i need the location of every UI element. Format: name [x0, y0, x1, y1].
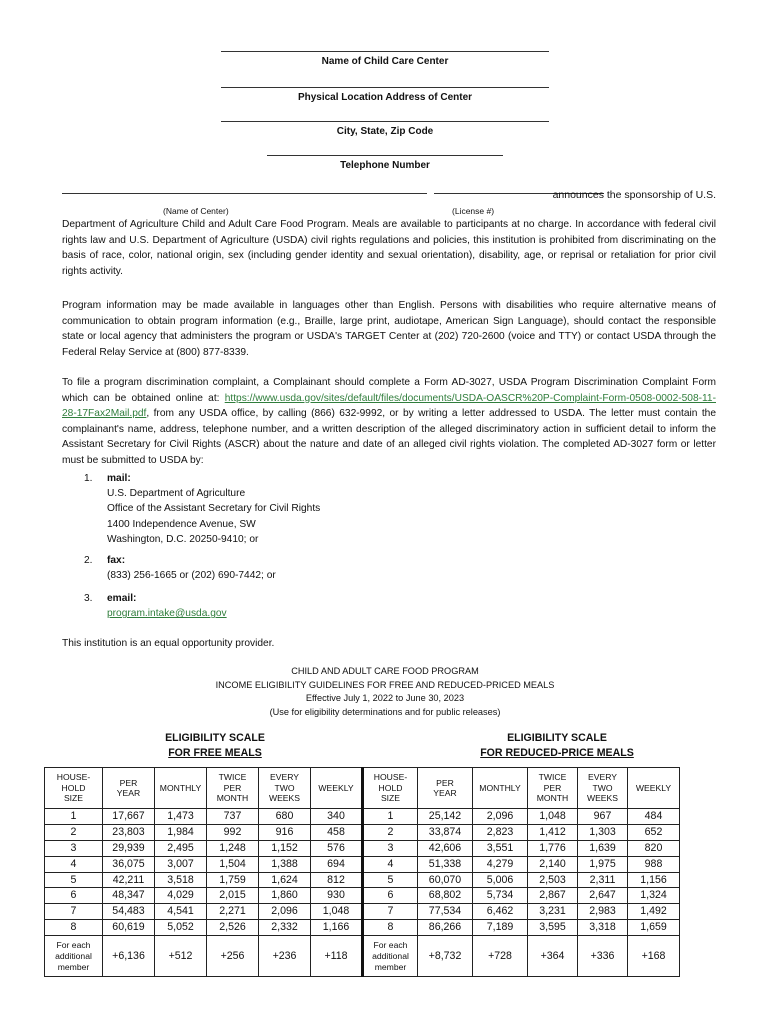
table-cell: 576 — [311, 840, 363, 856]
table-cell: 60,619 — [103, 920, 155, 936]
table-cell: 1,659 — [628, 920, 680, 936]
table-cell: 5,734 — [473, 888, 528, 904]
table-header-row — [45, 768, 680, 809]
table-cell: 988 — [628, 856, 680, 872]
complaint-text-start: To file a program discrimination complaint, a Complainant should complete a Form AD-3027, USDA Program Discrimination Complaint Form which can be obtained online at: — [62, 377, 716, 404]
reduced-scale-title — [462, 731, 652, 761]
table-cell: 992 — [207, 824, 259, 840]
table-cell: 1,388 — [259, 856, 311, 872]
table-cell: 1,152 — [259, 840, 311, 856]
table-cell: 77,534 — [418, 904, 473, 920]
table-row — [45, 840, 680, 856]
table-cell: 2,983 — [578, 904, 628, 920]
table-row — [45, 872, 680, 888]
phone-label: Telephone Number — [340, 160, 430, 171]
guidelines-title — [0, 665, 770, 719]
equal-opportunity-statement: This institution is an equal opportunity provider. — [62, 638, 275, 649]
table-cell: 2,332 — [259, 920, 311, 936]
program-info-paragraph: Program information may be made available in languages other than English. Persons with disabilities who require alternative means of communication to obtain program information (e.g., Braille, large print, audiotape, American Sign Language), should contact the responsible state or local agency that administers the program or USDA's TARGET Center at (202) 720-2600 (voice and TTY) or contact USDA through the Federal Relay Service at (800) 877-8339. — [62, 300, 716, 358]
table-cell: +336 — [578, 936, 628, 977]
table-cell: 42,606 — [418, 840, 473, 856]
mail-line: Office of the Assistant Secretary for Civil Rights — [107, 503, 321, 515]
table-cell: 2,823 — [473, 824, 528, 840]
table-cell: 25,142 — [418, 809, 473, 825]
table-cell: For each additional member — [45, 936, 103, 977]
table-cell: 23,803 — [103, 824, 155, 840]
table-cell: 7 — [45, 904, 103, 920]
table-cell: +168 — [628, 936, 680, 977]
nondiscrimination-paragraph: Department of Agriculture Child and Adult Care Food Program. Meals are available to participants at no charge. In accordance with federal civil rights law and U.S. Department of Agriculture (USDA) civil rights regulations and policies, this institution is prohibited from discriminating on the basis of race, color, national origin, sex (including gender identity and sexual orientation), disability, age, or reprisal or retaliation for prior civil rights activity. — [62, 219, 716, 277]
column-header: WEEKLY — [628, 768, 680, 809]
table-cell: 930 — [311, 888, 363, 904]
table-cell: 54,483 — [103, 904, 155, 920]
email-link[interactable]: program.intake@usda.gov — [107, 608, 227, 620]
table-cell: +512 — [155, 936, 207, 977]
table-cell: 1,759 — [207, 872, 259, 888]
table-cell: 2,495 — [155, 840, 207, 856]
table-cell: 484 — [628, 809, 680, 825]
free-scale-line1: ELIGIBILITY SCALE — [165, 732, 265, 744]
table-cell: 8 — [363, 920, 418, 936]
table-cell: +8,732 — [418, 936, 473, 977]
name-of-center-sublabel: (Name of Center) — [163, 206, 229, 216]
column-header: MONTHLY — [155, 768, 207, 809]
table-cell: 1,048 — [528, 809, 578, 825]
table-cell: 680 — [259, 809, 311, 825]
table-cell: 7 — [363, 904, 418, 920]
table-cell: 820 — [628, 840, 680, 856]
table-cell: 51,338 — [418, 856, 473, 872]
table-cell: 60,070 — [418, 872, 473, 888]
table-row — [45, 888, 680, 904]
table-cell: 48,347 — [103, 888, 155, 904]
center-name-line — [221, 45, 549, 52]
guidelines-line: Effective July 1, 2022 to June 30, 2023 — [305, 693, 465, 703]
table-cell: 3,007 — [155, 856, 207, 872]
table-cell: 1,166 — [311, 920, 363, 936]
address-label: Physical Location Address of Center — [297, 92, 473, 103]
table-cell: 7,189 — [473, 920, 528, 936]
table-cell: 2 — [363, 824, 418, 840]
table-cell: +236 — [259, 936, 311, 977]
mail-line: 1400 Independence Avenue, SW — [107, 518, 256, 530]
address-line — [221, 81, 549, 88]
method-number: 2. — [84, 555, 93, 566]
table-cell: +256 — [207, 936, 259, 977]
table-cell: 2,526 — [207, 920, 259, 936]
table-cell: 68,802 — [418, 888, 473, 904]
column-header: PER YEAR — [418, 768, 473, 809]
reduced-scale-line1: ELIGIBILITY SCALE — [507, 732, 607, 744]
table-cell: 2,311 — [578, 872, 628, 888]
table-cell: 4,029 — [155, 888, 207, 904]
column-header: HOUSE- HOLD SIZE — [363, 768, 418, 809]
center-name-label: Name of Child Care Center — [321, 56, 449, 67]
table-cell: 29,939 — [103, 840, 155, 856]
table-cell: 2,015 — [207, 888, 259, 904]
city-block — [0, 115, 770, 137]
table-cell: 5,052 — [155, 920, 207, 936]
table-cell: +364 — [528, 936, 578, 977]
table-cell: 3,231 — [528, 904, 578, 920]
table-cell: 2 — [45, 824, 103, 840]
table-cell: 33,874 — [418, 824, 473, 840]
column-header: TWICE PER MONTH — [528, 768, 578, 809]
table-cell: 2,503 — [528, 872, 578, 888]
table-cell: 1 — [363, 809, 418, 825]
table-cell: 1 — [45, 809, 103, 825]
complaint-form-link[interactable]: https://www.usda.gov/sites/default/files/documents/USDA-OASCR%20P-Complaint-Form-0508-0002-508-11-28-17Fax2Mail.pdf — [62, 392, 716, 420]
table-cell: 36,075 — [103, 856, 155, 872]
table-cell: 458 — [311, 824, 363, 840]
table-cell: 694 — [311, 856, 363, 872]
center-name-block — [0, 45, 770, 67]
column-header: MONTHLY — [473, 768, 528, 809]
table-cell: 3,518 — [155, 872, 207, 888]
table-cell: 652 — [628, 824, 680, 840]
mail-line: Washington, D.C. 20250-9410; or — [107, 533, 259, 545]
city-line — [221, 115, 549, 122]
table-cell: 340 — [311, 809, 363, 825]
table-cell: 6 — [363, 888, 418, 904]
table-cell: 86,266 — [418, 920, 473, 936]
table-cell: 1,324 — [628, 888, 680, 904]
table-cell: 2,647 — [578, 888, 628, 904]
column-header: WEEKLY — [311, 768, 363, 809]
table-cell: 967 — [578, 809, 628, 825]
email-label: email: — [107, 593, 137, 604]
table-cell: 3,318 — [578, 920, 628, 936]
table-cell: 2,096 — [259, 904, 311, 920]
address-block — [0, 81, 770, 103]
license-sublabel: (License #) — [452, 206, 495, 216]
table-cell: 1,639 — [578, 840, 628, 856]
column-header: HOUSE- HOLD SIZE — [45, 768, 103, 809]
table-cell: +6,136 — [103, 936, 155, 977]
table-row — [45, 824, 680, 840]
table-cell: 2,140 — [528, 856, 578, 872]
table-cell: 2,867 — [528, 888, 578, 904]
table-cell: 1,248 — [207, 840, 259, 856]
table-cell: 3 — [45, 840, 103, 856]
table-cell: 8 — [45, 920, 103, 936]
table-cell: 737 — [207, 809, 259, 825]
phone-block — [0, 149, 770, 171]
table-cell: 1,984 — [155, 824, 207, 840]
guidelines-line: CHILD AND ADULT CARE FOOD PROGRAM — [291, 666, 479, 676]
table-cell: 5,006 — [473, 872, 528, 888]
income-eligibility-table — [44, 767, 680, 977]
table-row — [45, 809, 680, 825]
table-cell: 812 — [311, 872, 363, 888]
table-cell: 1,624 — [259, 872, 311, 888]
method-number: 1. — [84, 473, 93, 484]
table-cell: +118 — [311, 936, 363, 977]
table-cell: 3,595 — [528, 920, 578, 936]
table-cell: 1,156 — [628, 872, 680, 888]
table-cell: 6 — [45, 888, 103, 904]
table-cell: 17,667 — [103, 809, 155, 825]
table-row — [45, 920, 680, 936]
table-cell: 1,504 — [207, 856, 259, 872]
complaint-paragraph — [62, 375, 716, 469]
complaint-text-end: , from any USDA office, by calling (866) 632-9992, or by writing a letter addressed to USDA. The letter must contain the complainant's name, address, telephone number, and a written description of the alleged discriminatory action in sufficient detail to inform the Assistant Secretary for Civil Rights (ASCR) about the nature and date of an alleged civil rights violation. The completed AD-3027 form or letter must be submitted to USDA by: — [62, 408, 716, 466]
center-name-blank — [62, 193, 427, 194]
method-number: 3. — [84, 593, 93, 604]
table-cell: 1,776 — [528, 840, 578, 856]
column-header: TWICE PER MONTH — [207, 768, 259, 809]
fax-label: fax: — [107, 555, 126, 566]
table-cell: 916 — [259, 824, 311, 840]
table-cell: 6,462 — [473, 904, 528, 920]
table-cell: 1,048 — [311, 904, 363, 920]
table-cell: +728 — [473, 936, 528, 977]
reduced-scale-line2: FOR REDUCED-PRICE MEALS — [480, 747, 634, 759]
guidelines-line: (Use for eligibility determinations and for public releases) — [269, 706, 501, 717]
table-cell: 2,271 — [207, 904, 259, 920]
table-cell: 3 — [363, 840, 418, 856]
guidelines-line: INCOME ELIGIBILITY GUIDELINES FOR FREE AND REDUCED-PRICED MEALS — [215, 679, 555, 690]
table-cell: 42,211 — [103, 872, 155, 888]
table-cell: 1,412 — [528, 824, 578, 840]
table-row — [45, 856, 680, 872]
announce-text: announces the sponsorship of U.S. — [552, 189, 716, 201]
table-cell: 5 — [45, 872, 103, 888]
table-cell: 3,551 — [473, 840, 528, 856]
free-scale-line2: FOR FREE MEALS — [168, 747, 262, 759]
city-label: City, State, Zip Code — [336, 126, 434, 137]
table-cell: 4,541 — [155, 904, 207, 920]
table-cell: 4,279 — [473, 856, 528, 872]
table-row — [45, 936, 680, 977]
table-cell: For each additional member — [363, 936, 418, 977]
table-cell: 2,096 — [473, 809, 528, 825]
free-scale-title — [130, 731, 300, 761]
table-cell: 1,473 — [155, 809, 207, 825]
table-cell: 1,975 — [578, 856, 628, 872]
table-row — [45, 904, 680, 920]
fax-line: (833) 256-1665 or (202) 690-7442; or — [107, 570, 276, 582]
table-cell: 5 — [363, 872, 418, 888]
table-cell: 1,492 — [628, 904, 680, 920]
table-cell: 4 — [45, 856, 103, 872]
table-cell: 1,303 — [578, 824, 628, 840]
column-header: EVERY TWO WEEKS — [259, 768, 311, 809]
table-cell: 4 — [363, 856, 418, 872]
column-header: EVERY TWO WEEKS — [578, 768, 628, 809]
mail-line: U.S. Department of Agriculture — [107, 488, 246, 500]
column-header: PER YEAR — [103, 768, 155, 809]
mail-label: mail: — [107, 473, 131, 484]
phone-line — [267, 149, 503, 156]
table-cell: 1,860 — [259, 888, 311, 904]
